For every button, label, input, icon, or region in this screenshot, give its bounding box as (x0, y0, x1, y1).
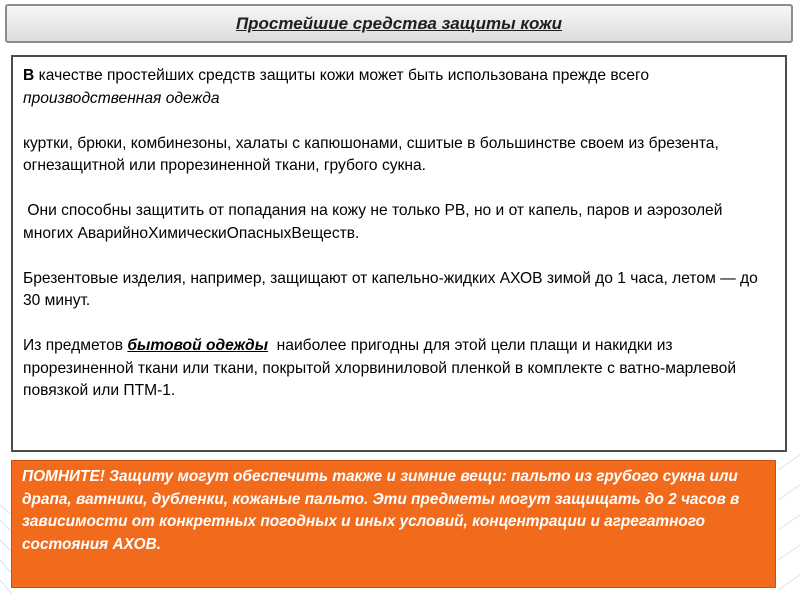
slide-title-bar (5, 4, 793, 43)
warning-notice-text: ПОМНИТЕ! Защиту могут обеспечить также и зимние вещи: пальто из грубого сукна или драпа, ватники, дубленки, кожаные пальто. Эти предметы могут защищать до 2 часов в зависимости от конкретных погодных и иных условий, концентрации и агрегатного состояния АХОВ. (22, 468, 740, 553)
intro-bold-letter: В (23, 67, 35, 84)
paragraph-clothing-list: куртки, брюки, комбинезоны, халаты с капюшонами, сшитые в большинстве своем из брезента, огнезащитной или прорезиненной ткани, грубого сукна. (23, 134, 719, 174)
slide-title: Простейшие средства защиты кожи (235, 14, 563, 33)
warning-notice-box (11, 460, 776, 588)
intro-italic-term: производственная одежда (23, 89, 220, 107)
paragraph-gap (23, 110, 775, 133)
paragraph-gap (23, 313, 775, 336)
household-text-rest: наиболее пригодны для этой цели плащи и накидки из прорезиненной ткани или ткани, покрытой хлорвиниловой пленкой в комплекте с ватно-марлевой повязкой или ПТМ-1. (23, 337, 741, 399)
household-emphasis: бытовой одежды (127, 337, 269, 354)
intro-text: качестве простейших средств защиты кожи может быть использована прежде всего (34, 67, 650, 84)
paragraph-intro (23, 65, 775, 110)
main-content-box (11, 55, 787, 452)
paragraph-gap (23, 245, 775, 268)
paragraph-gap (23, 178, 775, 201)
household-text-start: Из предметов (23, 337, 128, 354)
paragraph-household (23, 335, 775, 403)
paragraph-protection: Они способны защитить от попадания на кожу не только РВ, но и от капель, паров и аэрозолей многих АварийноХимическиОпасныхВеществ. (23, 202, 727, 242)
paragraph-tarpaulin: Брезентовые изделия, например, защищают от капельно-жидких АХОВ зимой до 1 часа, летом — до 30 минут. (23, 269, 758, 309)
